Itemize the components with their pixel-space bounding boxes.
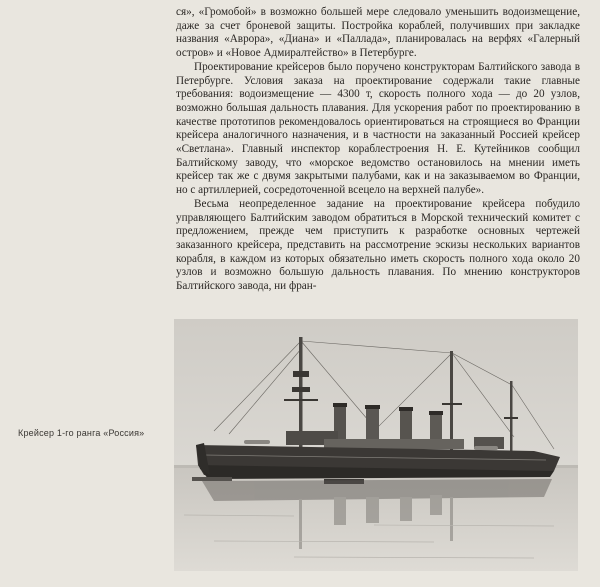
paragraph-1: ся», «Громобой» в возможно большей мере следовало уменьшить водоизмещение, даже за счет броневой защиты. Постройка кораблей, получивших при закладке названия «Аврора», «Диана» и «Паллада», планировалась на верфях «Галерный остров» и «Новое Адмиралтейство» в Петербурге. — [176, 6, 580, 60]
body-text — [176, 6, 580, 294]
paragraph-3: Весьма неопределенное задание на проектирование крейсера побудило управляющего Балтийским заводом обратиться в Морской технический комитет с предложением, прежде чем приступить к разработке основных чертежей заказанного крейсера, представить на рассмотрение эскизы нескольких вариантов корабля, в каждом из которых обязательно иметь скорость полного хода около 20 узлов и возможно большую дальность плавания. По мнению конструкторов Балтийского завода, ни фран- — [176, 197, 580, 293]
cruiser-photo — [174, 319, 578, 571]
paragraph-2: Проектирование крейсеров было поручено конструкторам Балтийского завода в Петербурге. Условия заказа на проектирование содержали такие главные требования: водоизмещение — 4300 т, скорость полного хода — до 20 узлов, возможно большая дальность плавания. Для ускорения работ по проектированию в качестве прототипов рекомендовалось ориентироваться на строящиеся во Франции крейсера аналогичного назначения, и в частности на заказанный Россией крейсер «Светлана». Главный инспектор кораблестроения Н. Е. Кутейников сообщил Балтийскому заводу, что «морское ведомство остановилось на мнении иметь крейсер так же с двумя закрытыми палубами, как и на заказываемом во Франции, но с артиллерией, сосредоточенной всецело на верхней палубе». — [176, 60, 580, 197]
photo-caption: Крейсер 1-го ранга «Россия» — [18, 428, 145, 438]
